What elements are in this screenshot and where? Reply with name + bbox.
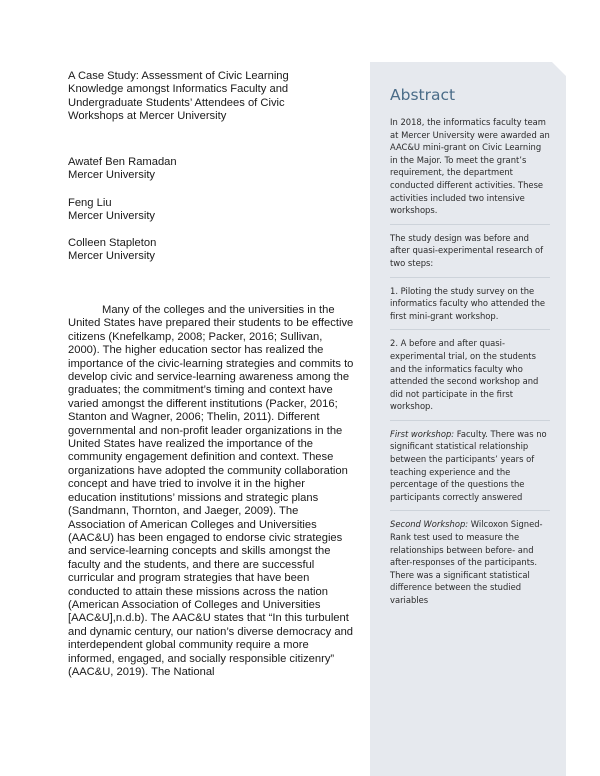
abstract-paragraph xyxy=(390,518,550,606)
author-block xyxy=(68,237,156,264)
first-workshop-text: Faculty. There was no significant statistical relationship between the participants’ years of teaching experience and the percentage of the questions the participants correctly answered xyxy=(390,428,547,502)
second-workshop-text: Wilcoxon Signed-Rank test used to measure the relationships between before- and after-responses of the participants. There was a significant statistical difference between the studied variables xyxy=(390,519,543,605)
divider xyxy=(390,420,550,421)
abstract-paragraph: In 2018, the informatics faculty team at Mercer University were awarded an AAC&U mini-grant on Civic Learning in the Major. To meet the grant’s requirement, the department conducted different activities. These activities included two intensive workshops. xyxy=(390,117,550,216)
divider xyxy=(390,329,550,330)
abstract-content xyxy=(390,116,550,614)
author-name: Feng Liu xyxy=(68,197,112,209)
abstract-paragraph: 1. Piloting the study survey on the informatics faculty who attended the first mini-grant workshop. xyxy=(390,285,546,321)
author-name: Awatef Ben Ramadan xyxy=(68,156,177,168)
divider xyxy=(390,277,550,278)
divider xyxy=(390,510,550,511)
author-affiliation: Mercer University xyxy=(68,210,156,223)
second-workshop-label: Second Workshop: xyxy=(390,519,469,530)
abstract-heading: Abstract xyxy=(390,86,456,104)
paper-title: A Case Study: Assessment of Civic Learning Knowledge amongst Informatics Faculty and Undergraduate Students’ Attendees of Civic Workshops at Mercer University xyxy=(68,70,289,123)
divider xyxy=(390,224,550,225)
first-workshop-label: First workshop: xyxy=(390,428,455,439)
author-affiliation: Mercer University xyxy=(68,169,156,182)
author-block xyxy=(68,197,155,224)
body-paragraph: Many of the colleges and the universities in the United States have prepared their students to be effective citizens (Knefelkamp, 2008; Packer, 2016; Sullivan, 2000). The higher education sector has realized the importance of the civic-learning strategies and commits to develop civic and service-learning awareness among the graduates; the commitment’s timing and context have varied amongst the different institutions (Packer, 2016; Stanton and Wagner, 2006; Thelin, 2011). Different governmental and non-profit leader organizations in the United States have realized the importance of the community engagement definition and context. These organizations have adopted the community collaboration concept and have tried to involve it in the higher education institutions’ missions and strategic plans (Sandmann, Thornton, and Jaeger, 2009). The Association of American Colleges and Universities (AAC&U) has been engaged to endorse civic strategies and service-learning concepts and skills amongst the faculty and the students, and there are successful curricular and program strategies that have been conducted to attain these missions across the nation (American Association of Colleges and Universities [AAC&U],n.d.b). The AAC&U states that “In this turbulent and dynamic century, our nation’s diverse democracy and interdependent global community require a more informed, engaged, and socially responsible citizenry” (AAC&U, 2019). The National xyxy=(68,304,354,678)
abstract-paragraph xyxy=(390,428,550,504)
abstract-paragraph: 2. A before and after quasi-experimental trial, on the students and the informatics faculty who attended the second workshop and did not participate in the first workshop. xyxy=(390,338,539,412)
author-affiliation: Mercer University xyxy=(68,250,156,263)
abstract-paragraph: The study design was before and after quasi-experimental research of two steps: xyxy=(390,232,544,268)
author-block xyxy=(68,156,177,183)
sidebar-folded-corner xyxy=(552,62,566,76)
author-name: Colleen Stapleton xyxy=(68,237,157,249)
